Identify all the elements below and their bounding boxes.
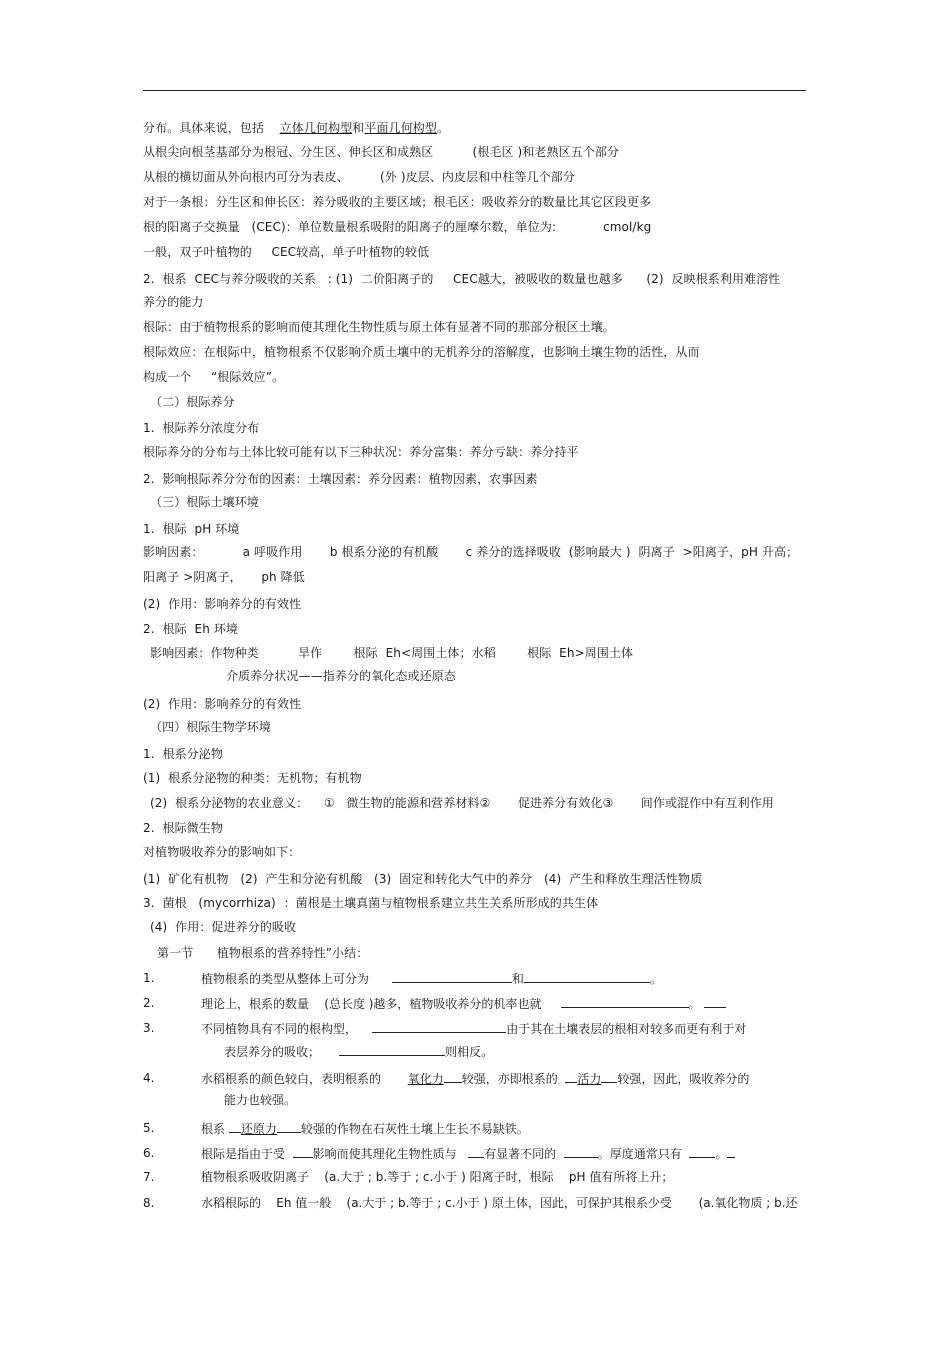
text-line-15: 2. 影响根际养分分布的因素：土壤因素：养分因素：植物因素，农事因素 [143,472,538,486]
answer-blank[interactable] [564,1146,598,1158]
text-line-11: 构成一个 “根际效应”。 [143,370,285,384]
question-number: 6. [143,1146,155,1160]
text-line-4: 对于一条根：分生区和伸长区：养分吸收的主要区域；根毛区：吸收养分的数量比其它区段更多 [143,195,652,209]
text-line-23: 介质养分状况——指养分的氧化态或还原态 [226,669,456,683]
text-line-5: 根的阳离子交换量 (CEC)：单位数量根系吸附的阳离子的厘摩尔数，单位为: cmol/kg [143,220,652,234]
text-line-13: 1. 根际养分浓度分布 [143,421,260,435]
answer-blank[interactable] [468,1146,484,1158]
question-number: 5. [143,1121,155,1135]
text-line-3: 从根的横切面从外向根内可分为表皮、 (外 )皮层、内皮层和中柱等几个部分 [143,170,575,184]
section-heading-4: （四）根际生物学环境 [150,720,272,734]
question-number: 7. [143,1170,155,1184]
text-line-24: (2) 作用：影响养分的有效性 [143,697,302,711]
text-line-28: (2) 根系分泌物的农业意义： ① 微生物的能源和营养材料② 促进养分有效化③ 间作或混作中有互利作用 [150,796,774,810]
question-number: 2. [143,996,155,1010]
header-rule [143,90,806,91]
text-line-17: 1. 根际 pH 环境 [143,522,240,536]
question-4-cont: 能力也较强。 [224,1093,297,1107]
filled-answer: 活力 [577,1072,602,1086]
question-number: 8. [143,1196,155,1210]
answer-blank[interactable] [704,996,726,1008]
text-line-30: 对植物吸收养分的影响如下： [143,845,301,859]
summary-heading: 第一节 植物根系的营养特性”小结： [157,946,369,960]
text-line-33: (4) 作用：促进养分的吸收 [150,920,297,934]
text-line-32: 3. 菌根 (mycorrhiza) ：菌根是土壤真菌与植物根系建立共生关系所形成的共生体 [143,896,599,910]
text-line-20: (2) 作用：影响养分的有效性 [143,597,302,611]
answer-blank[interactable] [339,1044,445,1056]
text-line-21: 2. 根际 Eh 环境 [143,622,239,636]
text-line-1: 分布。具体来说，包括 立体几何构型和平面几何构型。 [143,121,450,135]
question-7: 植物根系吸收阴离子 (a.大于 ; b.等于 ; c.小于 ) 阳离子时，根际 pH 值有所将上升； [201,1170,674,1184]
question-8: 水稻根际的 Eh 值一般 (a.大于 ; b.等于 ; c.小于 ) 原土体，因此，可保护其根系少受 (a.氧化物质 ; b.还 [201,1196,798,1210]
question-5: 根系 还原力 较强的作物在石灰性土壤上生长不易缺铁。 [201,1122,529,1136]
text-line-19: 阳离子 >阴离子， ph 降低 [143,570,305,584]
answer-blank[interactable] [524,971,650,983]
question-number: 4. [143,1071,155,1085]
text-line-29: 2. 根际微生物 [143,821,223,835]
text-line-9: 根际：由于植物根系的影响而使其理化生物性质与原土体有显著不同的那部分根区土壤。 [143,320,615,334]
filled-answer: 氧化力 [407,1072,444,1086]
answer-blank[interactable] [689,1146,715,1158]
answer-blank[interactable] [293,1146,313,1158]
text-line-7: 2. 根系 CEC与养分吸收的关系 : (1) 二价阳离子的 CEC越大，被吸收的数量也越多 (2) 反映根系利用难溶性 [143,272,781,286]
question-number: 3. [143,1021,155,1035]
question-1: 植物根系的类型从整体上可分为 和 。 [201,972,662,986]
text-line-27: (1) 根系分泌物的种类：无机物；有机物 [143,771,362,785]
text-line-14: 根际养分的分布与土体比较可能有以下三种状况：养分富集：养分亏缺：养分持平 [143,445,579,459]
question-4: 水稻根系的颜色较白，表明根系的 氧化力 较强，亦即根系的 活力 较强，因此，吸收养分的 [201,1072,750,1086]
question-2: 理论上，根系的数量 (总长度 )越多，植物吸收养分的机率也就 。 [201,996,726,1012]
answer-blank[interactable] [392,971,512,983]
text-line-10: 根际效应：在根际中，植物根系不仅影响介质土壤中的无机养分的溶解度，也影响土壤生物的活性，从而 [143,345,700,359]
filled-answer: 还原力 [240,1122,277,1136]
answer-blank[interactable] [561,996,689,1008]
text-line-8: 养分的能力 [143,295,204,309]
answer-blank[interactable] [372,1021,506,1033]
question-6: 根际是指由于受 影响而使其理化生物性质与 有显著不同的 。厚度通常只有 。 [201,1146,735,1162]
question-3: 不同植物具有不同的根构型， 由于其在土壤表层的根相对较多而更有利于对 [201,1022,747,1036]
section-heading-3: （三）根际土壤环境 [150,495,259,509]
question-number: 1. [143,971,155,985]
text-line-6: 一般，双子叶植物的 CEC较高，单子叶植物的较低 [143,245,430,259]
text-line-2: 从根尖向根茎基部分为根冠、分生区、伸长区和成熟区 (根毛区 )和老熟区五个部分 [143,145,620,159]
question-3-cont: 表层养分的吸收； 则相反。 [224,1045,494,1059]
text-line-26: 1. 根系分泌物 [143,747,223,761]
section-heading-2: （二）根际养分 [150,395,235,409]
text-line-18: 影响因素： a 呼吸作用 b 根系分泌的有机酸 c 养分的选择吸收 (影响最大 ) 阴离子 >阳离子，pH 升高； [143,545,799,559]
text-line-31: (1) 矿化有机物 (2) 产生和分泌有机酸 (3) 固定和转化大气中的养分 (4) 产生和释放生理活性物质 [143,872,703,886]
text-line-22: 影响因素：作物种类 旱作 根际 Eh<周围土体；水稻 根际 Eh>周围土体 [150,646,634,660]
